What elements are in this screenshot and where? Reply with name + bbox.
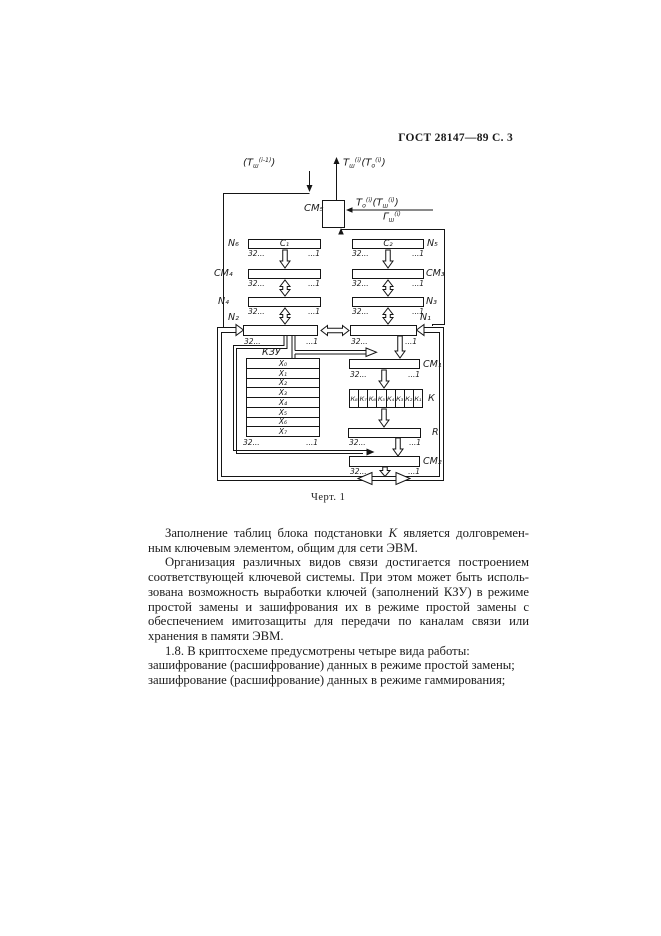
adder-cm4-box — [248, 269, 321, 279]
label-n1: N₁ — [420, 312, 431, 323]
text-line: ным ключевым элементом, общим для сети ЭВМ. — [148, 540, 418, 555]
text-line: зашифрование (расшифрование) данных в режиме гаммирования; — [148, 673, 506, 687]
label-gamma: $Г_ш^{(i)}$ — [383, 211, 401, 224]
text-line: обеспечением имитозащиты для передачи по каналам связи или — [148, 614, 529, 629]
bits-left: 32... — [349, 438, 366, 447]
k-cell: К₆ — [367, 390, 376, 407]
bits-right: ...1 — [308, 279, 320, 288]
bits-left: 32... — [351, 337, 368, 346]
kzu-row: Х₂ — [247, 378, 319, 388]
label-n5: N₅ — [427, 238, 438, 249]
label-t-input: $(Т_ш^{(i-1)})$ — [243, 157, 276, 170]
label-cm3: СМ₃ — [426, 268, 445, 279]
kzu-row: Х₀ — [278, 358, 288, 368]
bits-left: 32... — [352, 279, 369, 288]
bits-left: 32... — [352, 307, 369, 316]
register-n1-box — [350, 325, 417, 336]
bits-n1 — [351, 338, 417, 346]
bits-cm4 — [248, 280, 320, 288]
label-n4: N₄ — [218, 296, 229, 307]
bits-right: ...1 — [412, 279, 424, 288]
kzu-row: Х₁ — [247, 368, 319, 378]
bits-n4 — [248, 308, 320, 316]
bits-cm3 — [352, 280, 424, 288]
text-line: зована возможность выработки ключей (заполнений КЗУ) в режиме — [148, 584, 529, 599]
text-line: соответствующей ключевой системы. При этом может быть исполь- — [148, 570, 529, 585]
page-header: ГОСТ 28147—89 С. 3 — [398, 132, 513, 144]
label-t-right-input: $Т_о^{(i)}(Т_ш^{(i)})$ — [356, 197, 399, 210]
bits-left: 32... — [352, 249, 369, 258]
bits-c2 — [352, 250, 424, 258]
label-n6: N₆ — [228, 238, 239, 249]
label-cm2: СМ₂ — [423, 456, 442, 467]
kzu-row: Х₄ — [247, 397, 319, 407]
bits-left: 32... — [243, 438, 260, 447]
bits-right: ...1 — [408, 370, 420, 379]
bits-right: ...1 — [408, 467, 420, 476]
k-cell: К₇ — [358, 390, 367, 407]
register-n4-box — [248, 297, 321, 307]
bits-cm1 — [350, 371, 420, 379]
label-c2: С₂ — [383, 239, 393, 249]
bits-left: 32... — [350, 370, 367, 379]
k-cell: К₄ — [386, 390, 395, 407]
k-cell: К₁ — [413, 390, 422, 407]
bits-right: ...1 — [405, 337, 417, 346]
kzu-row: Х₅ — [247, 407, 319, 417]
bits-right: ...1 — [412, 307, 424, 316]
k-cell: К₂ — [404, 390, 413, 407]
bits-left: 32... — [244, 337, 261, 346]
text-line: Организация различных видов связи достигается построением — [165, 555, 529, 570]
bits-left: 32... — [248, 279, 265, 288]
bits-right: ...1 — [412, 249, 424, 258]
k-cell: К₈ — [350, 394, 358, 403]
kzu-row: Х₃ — [247, 387, 319, 397]
label-k: К — [428, 393, 435, 404]
bits-left: 32... — [350, 467, 367, 476]
register-n6-box — [248, 239, 321, 249]
text-line: простой замены и зашифрования их в режиме простой замены с — [148, 599, 529, 614]
label-n2: N₂ — [228, 312, 239, 323]
label-cm1: СМ₁ — [423, 359, 442, 370]
label-kzu: КЗУ — [262, 347, 281, 358]
adder-cm2-box — [349, 456, 420, 467]
label-r: R — [432, 427, 439, 438]
register-n2-box — [243, 325, 318, 336]
bits-right: ...1 — [306, 438, 318, 447]
kzu-row: Х₆ — [247, 417, 319, 427]
substitution-block-k — [349, 389, 423, 408]
label-cm4: СМ₄ — [214, 268, 233, 279]
adder-cm3-box — [352, 269, 424, 279]
n2-cm2-arrowhead — [367, 449, 375, 456]
k-cell: К₅ — [376, 390, 385, 407]
bits-right: ...1 — [308, 249, 320, 258]
text-line: 1.8. В криптосхеме предусмотрены четыре вида работы: — [165, 643, 470, 658]
bits-right: ...1 — [409, 438, 421, 447]
text-line: Заполнение таблиц блока подстановки К является долговремен- — [165, 526, 529, 540]
label-cm5: СМ₅ — [304, 203, 324, 214]
bits-left: 32... — [248, 307, 265, 316]
k-cell: К₃ — [395, 390, 404, 407]
label-t-output: $Т_ш^{(i)}(Т_о^{(i)})$ — [343, 157, 386, 170]
bits-kzu — [243, 439, 318, 447]
bits-left: 32... — [248, 249, 265, 258]
register-r-box — [348, 428, 421, 438]
adder-cm5-box — [322, 200, 345, 228]
text-line: хранения в памяти ЭВМ. — [148, 628, 284, 643]
bits-r — [349, 439, 421, 447]
bits-cm2 — [350, 468, 420, 476]
register-n3-box — [352, 297, 424, 307]
kzu-cm1-arrowhead — [366, 348, 377, 357]
kzu-row: Х₇ — [247, 426, 319, 436]
figure-caption: Черт. 1 — [311, 492, 346, 503]
kzu-block — [246, 358, 320, 437]
label-n3: N₃ — [426, 296, 437, 307]
register-n5-box — [352, 239, 424, 249]
bits-right: ...1 — [306, 337, 318, 346]
text-line: зашифрование (расшифрование) данных в режиме простой замены; — [148, 658, 515, 673]
label-c1: С₁ — [279, 239, 290, 249]
bits-n2 — [244, 338, 318, 346]
bits-right: ...1 — [308, 307, 320, 316]
bits-n3 — [352, 308, 424, 316]
bits-c1 — [248, 250, 320, 258]
adder-cm1-box — [349, 359, 420, 369]
